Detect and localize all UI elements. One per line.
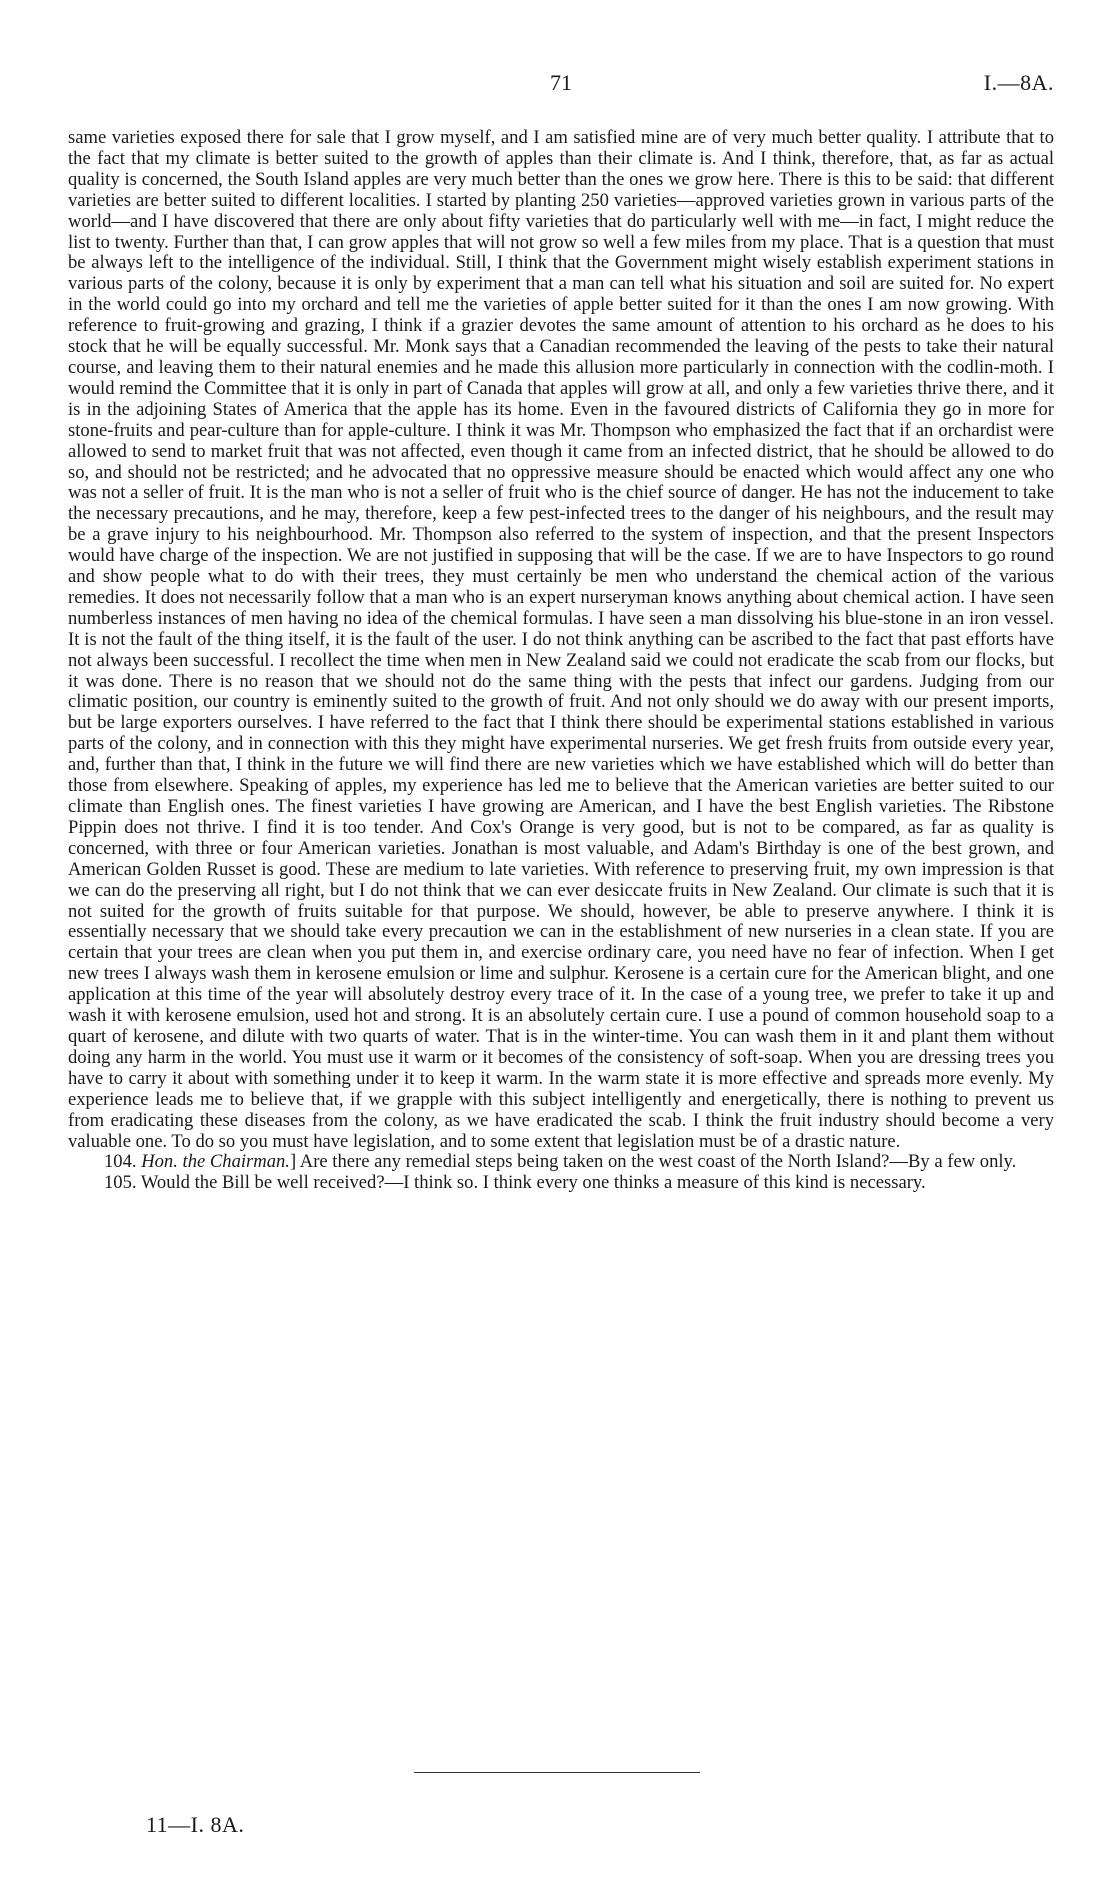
speaker-name: Hon. the Chairman. — [141, 1151, 290, 1173]
question-text: Would the Bill be well received? — [140, 1172, 385, 1194]
section-divider — [414, 1772, 700, 1773]
page-number: 71 — [550, 70, 572, 95]
page-header — [68, 70, 1054, 100]
question-number: 105. — [104, 1172, 137, 1194]
question-number: 104. — [104, 1151, 137, 1173]
question-104 — [68, 1152, 1054, 1173]
body-text — [68, 128, 1054, 1194]
document-reference: I.—8A. — [983, 70, 1054, 95]
testimony-paragraph: same varieties exposed there for sale that I grow myself, and I am satisfied mine are of very much better quality. I attribute that to the fact that my climate is better suited to the growth of apples than their climate is. And I think, therefore, that, as far as actual quality is concerned, the South Island apples are very much better than the ones we grow here. There is this to be said: that different varieties are better suited to different localities. I started by planting 250 varieties—approved varieties grown in various parts of the world—and I have discovered that there are only about fifty varieties that do particularly well with me—in fact, I might reduce the list to twenty. Further than that, I can grow apples that will not grow so well a few miles from my place. That is a question that must be always left to the intelligence of the individual. Still, I think that the Government might wisely establish experiment stations in various parts of the colony, because it is only by experiment that a man can tell what his situation and soil are suited for. No expert in the world could go into my orchard and tell me the varieties of apple better suited for it than the ones I am now growing. With reference to fruit-growing and grazing, I think if a grazier devotes the same amount of attention to his orchard as he does to his stock that he will be equally successful. Mr. Monk says that a Canadian recommended the leaving of the pests to take their natural course, and leaving them to their natural enemies and he made this allusion more particularly in connection with the codlin-moth. I would remind the Committee that it is only in part of Canada that apples will grow at all, and only a few varieties thrive there, and it is in the adjoining States of America that the apple has its home. Even in the favoured districts of California they go in more for stone-fruits and pear-culture than for apple-culture. I think it was Mr. Thompson who emphasized the fact that if an orchardist were allowed to send to market fruit that was not affected, even though it came from an infected district, that he should be allowed to do so, and should not be restricted; and he advocated that no oppressive measure should be enacted which would affect any one who was not a seller of fruit. It is the man who is not a seller of fruit who is the chief source of danger. He has not the inducement to take the necessary precautions, and he may, therefore, keep a few pest-infected trees to the danger of his neighbours, and the result may be a grave injury to his neighbourhood. Mr. Thompson also referred to the system of inspection, and that the present Inspectors would have charge of the inspection. We are not justified in supposing that will be the case. If we are to have Inspectors to go round and show people what to do with their trees, they must certainly be men who understand the chemical action of the various remedies. It does not necessarily follow that a man who is an expert nurseryman knows anything about chemical action. I have seen numberless instances of men having no idea of the chemical formulas. I have seen a man dissolving his blue-stone in an iron vessel. It is not the fault of the thing itself, it is the fault of the user. I do not think anything can be ascribed to the fact that past efforts have not always been successful. I recollect the time when men in New Zealand said we could not eradicate the scab from our flocks, but it was done. There is no reason that we should not do the same thing with the pests that infect our gardens. Judging from our climatic position, our country is eminently suited to the growth of fruit. And not only should we do away with our present imports, but be large exporters ourselves. I have referred to the fact that I think there should be experimental stations established in various parts of the colony, and in connection with this they might have experimental nurseries. We get fresh fruits from outside every year, and, further than that, I think in the future we will find there are new varieties which we have established which will do better than those from elsewhere. Speaking of apples, my experience has led me to believe that the American varieties are better suited to our climate than English ones. The finest varieties I have growing are American, and I have the best English varieties. The Ribstone Pippin does not thrive. I find it is too tender. And Cox's Orange is very good, but is not to be compared, as far as quality is concerned, with three or four American varieties. Jonathan is most valuable, and Adam's Birthday is one of the best grown, and American Golden Russet is good. These are medium to late varieties. With reference to preserving fruit, my own impression is that we can do the preserving all right, but I do not think that we can ever desiccate fruits in New Zealand. Our climate is such that it is not suited for the growth of fruits suitable for that purpose. We should, however, be able to preserve anywhere. I think it is essentially necessary that we should take every precaution we can in the establishment of new nurseries in a clean state. If you are certain that your trees are clean when you put them in, and exercise ordinary care, you need have no fear of infection. When I get new trees I always wash them in kerosene emulsion or lime and sulphur. Kerosene is a certain cure for the American blight, and one application at this time of the year will absolutely destroy every trace of it. In the case of a young tree, we prefer to take it up and wash it with kerosene emulsion, used hot and strong. It is an absolutely certain cure. I use a pound of common household soap to a quart of kerosene, and dilute with two quarts of water. That is in the winter-time. You can wash them in it and plant them without doing any harm in the world. You must use it warm or it becomes of the consistency of soft-soap. When you are dressing trees you have to carry it about with something under it to keep it warm. In the warm state it is more effective and spreads more evenly. My experience leads me to believe that, if we grapple with this subject intelligently and energetically, there is nothing to prevent us from eradicating these diseases from the colony, as we have eradicated the scab. I think the fruit industry should become a very valuable one. To do so you must have legislation, and to some extent that legislation must be of a drastic nature. — [68, 127, 1054, 1152]
answer-text: —By a few only. — [889, 1151, 1017, 1173]
printer-signature: 11—I. 8A. — [146, 1812, 245, 1837]
answer-text: —I think so. I think every one thinks a measure of this kind is necessary. — [384, 1172, 926, 1194]
question-text: ] Are there any remedial steps being taken on the west coast of the North Island? — [289, 1151, 890, 1173]
question-105 — [68, 1173, 1054, 1194]
